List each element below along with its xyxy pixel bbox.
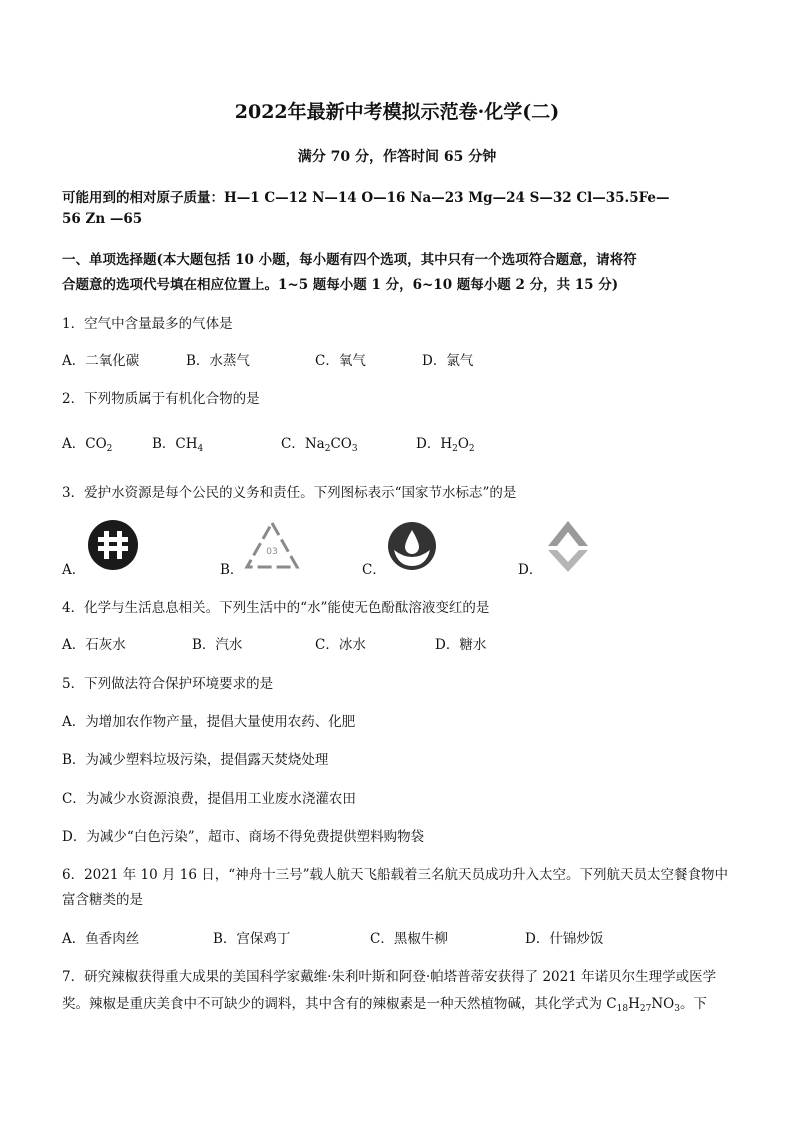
exam-subtitle: 满分 70 分，作答时间 65 分钟 (297, 149, 497, 165)
q4-option-b: B．汽水 (192, 637, 243, 653)
recycle-code: 03 (266, 547, 278, 557)
q3-option-a: A． (62, 562, 86, 578)
q6-stem-line2: 富含糖类的是 (62, 892, 143, 908)
q5-option-b: B．为减少塑料垃圾污染，提倡露天焚烧处理 (62, 752, 329, 768)
atomic-masses-line2: 56 Zn —65 (62, 211, 143, 227)
q5-stem: 5．下列做法符合保护环境要求的是 (62, 676, 274, 692)
q1-option-b: B．水蒸气 (186, 353, 250, 369)
water-drop-emblem-icon (386, 520, 438, 572)
q3-option-b: B． (220, 562, 244, 578)
q4-option-d: D．糖水 (435, 637, 487, 653)
q1-option-c: C．氧气 (315, 353, 366, 369)
section-instructions-line1: 一、单项选择题(本大题包括 10 小题，每小题有四个选项，其中只有一个选项符合题意，请将符 (62, 252, 637, 268)
q4-option-a: A．石灰水 (62, 637, 126, 653)
section-instructions-line2: 合题意的选项代号填在相应位置上。1~5 题每小题 1 分，6~10 题每小题 2 分，共 15 分) (62, 277, 619, 293)
q3-stem: 3．爱护水资源是每个公民的义务和责任。下列图标表示“国家节水标志”的是 (62, 485, 517, 501)
q6-stem-line1: 6．2021 年 10 月 16 日，“神舟十三号”载人航天飞船载着三名航天员成功升入太空。下列航天员太空餐食物中 (62, 867, 729, 883)
q7-stem-line1: 7．研究辣椒获得重大成果的美国科学家戴维·朱利叶斯和阿登·帕塔普蒂安获得了 2021 年诺贝尔生理学或医学 (62, 969, 717, 985)
recycle-triangle-icon (244, 520, 300, 572)
q2-option-c: C．$Na_2CO_3$ (281, 436, 358, 454)
q2-option-d: D．$H_2O_2$ (416, 436, 475, 454)
q2-option-b: B．$CH_4$ (152, 436, 204, 454)
q6-option-c: C．黑椒牛柳 (370, 931, 448, 947)
q4-option-c: C．冰水 (315, 637, 366, 653)
q1-option-d: D．氯气 (422, 353, 474, 369)
q1-stem: 1．空气中含量最多的气体是 (62, 316, 233, 332)
q5-option-d: D．为减少“白色污染”，超市、商场不得免费提供塑料购物袋 (62, 829, 425, 845)
q6-option-a: A．鱼香肉丝 (62, 931, 140, 947)
q4-stem: 4．化学与生活息息相关。下列生活中的“水”能使无色酚酞溶液变红的是 (62, 600, 490, 616)
q7-stem-line2: 奖。辣椒是重庆美食中不可缺少的调料，其中含有的辣椒素是一种天然植物碱，其化学式为 $C_{18}H_{27}NO_3$。下 (62, 996, 707, 1014)
q5-option-c: C．为减少水资源浪费，提倡用工业废水浇灌农田 (62, 791, 356, 807)
q5-option-a: A．为增加农作物产量，提倡大量使用农药、化肥 (62, 714, 356, 730)
q3-option-d: D． (518, 562, 543, 578)
q6-option-b: B．宫保鸡丁 (213, 931, 291, 947)
recycle-arrow-icon (543, 518, 593, 574)
q3-option-c: C． (362, 562, 386, 578)
q2-stem: 2．下列物质属于有机化合物的是 (62, 391, 260, 407)
atomic-masses-line1: 可能用到的相对原子质量：H—1 C—12 N—14 O—16 Na—23 Mg—24 S—32 Cl—35.5Fe— (62, 190, 670, 206)
q6-option-d: D．什锦炒饭 (525, 931, 604, 947)
q1-option-a: A．二氧化碳 (62, 353, 140, 369)
water-saving-emblem-icon (86, 518, 140, 572)
exam-title: 2022年最新中考模拟示范卷·化学(二) (234, 101, 560, 123)
q2-option-a: A．$CO_2$ (62, 436, 113, 454)
